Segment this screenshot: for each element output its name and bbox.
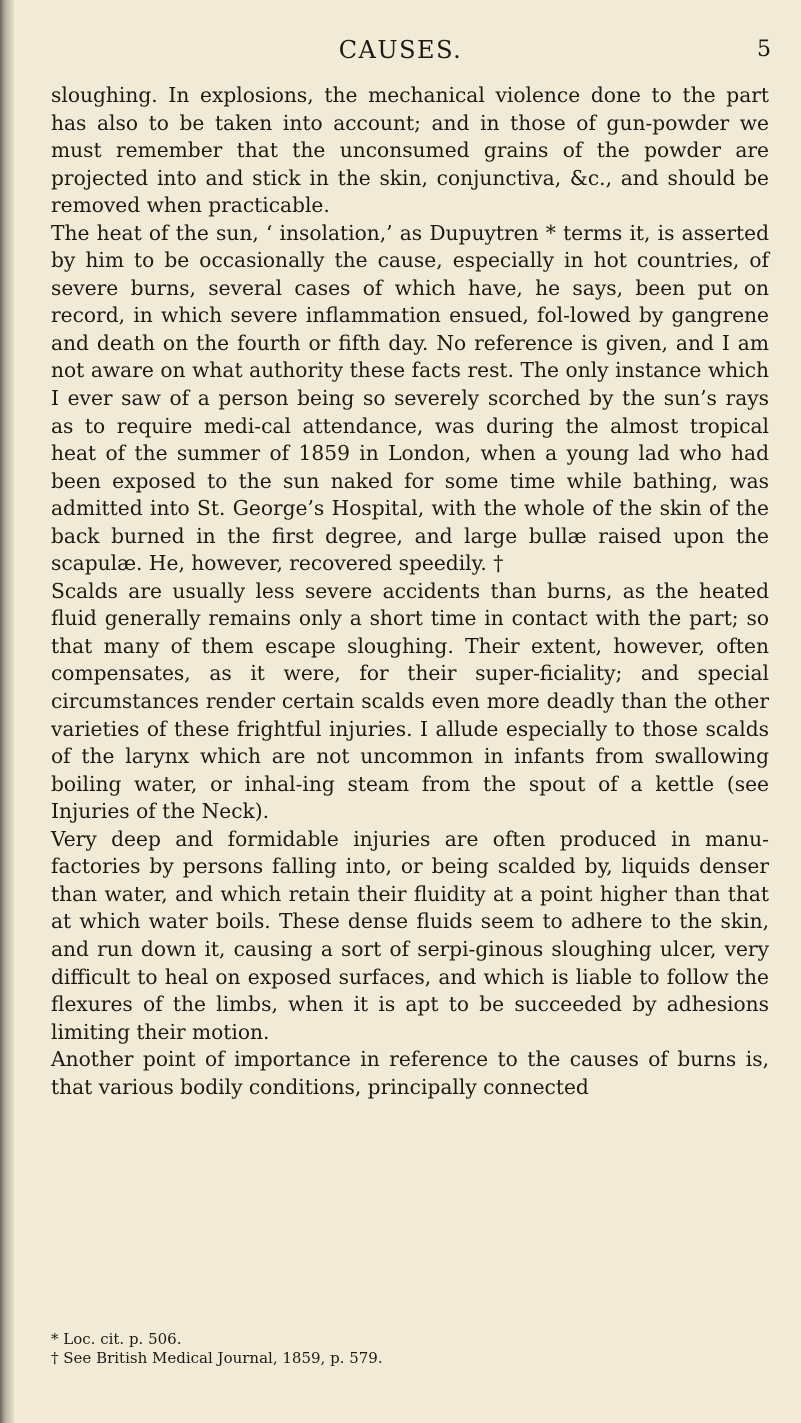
body-text: sloughing. In explosions, the mechanical violence done to the part has also to be taken into account; and in those of gun-powder we must remember that the unconsumed grains of the powder are projected into and stick in the skin, conjunctiva, &c., and should be removed when practicable. The heat of the sun, ‘ insolation,’ as Dupuytren * terms it, is asserted by him to be occasionally the cause, especially in hot countries, of severe burns, several cases of which have, he says, been put on record, in which severe inflammation ensued, fol-lowed by gangrene and death on the fourth or fifth day. No reference is given, and I am not aware on what authority these facts rest. The only instance which I ever saw of a person being so severely scorched by the sun’s rays as to require medi-cal attendance, was during the almost tropical heat of the summer of 1859 in London, when a young lad who had been exposed to the sun naked for some time while bathing, was admitted into St. George’s Hospital, with the whole of the skin of the back burned in the first degree, and large bullæ raised upon the scapulæ. He, however, recovered speedily. † Scalds are usually less severe accidents than burns, as the heated fluid generally remains only a short time in contact with the part; so that many of them escape sloughing. Their extent, however, often compensates, as it were, for their super-ficiality; and special circumstances render certain scalds even more deadly than the other varieties of these frightful injuries. I allude especially to those scalds of the larynx which are not uncommon in infants from swallowing boiling water, or inhal-ing steam from the spout of a kettle (see Injuries of the Neck). Very deep and formidable injuries are often produced in manu-factories by persons falling into, or being scalded by, liquids denser than water, and which retain their fluidity at a point higher than that at which water boils. These dense fluids seem to adhere to the skin, and run down it, causing a sort of serpi-ginous sloughing ulcer, very difficult to heal on exposed surfaces, and which is liable to follow the flexures of the limbs, when it is apt to be succeeded by adhesions limiting their motion. Another point of importance in reference to the causes of burns is, that various bodily conditions, principally connected xyxy=(51,83,769,1099)
running-head: CAUSES. xyxy=(338,36,463,64)
footnotes: * Loc. cit. p. 506. † See British Medical Journal, 1859, p. 579. xyxy=(51,1330,383,1367)
page-header xyxy=(0,33,801,67)
binding-gutter xyxy=(0,0,14,1423)
page-number: 5 xyxy=(757,37,771,62)
